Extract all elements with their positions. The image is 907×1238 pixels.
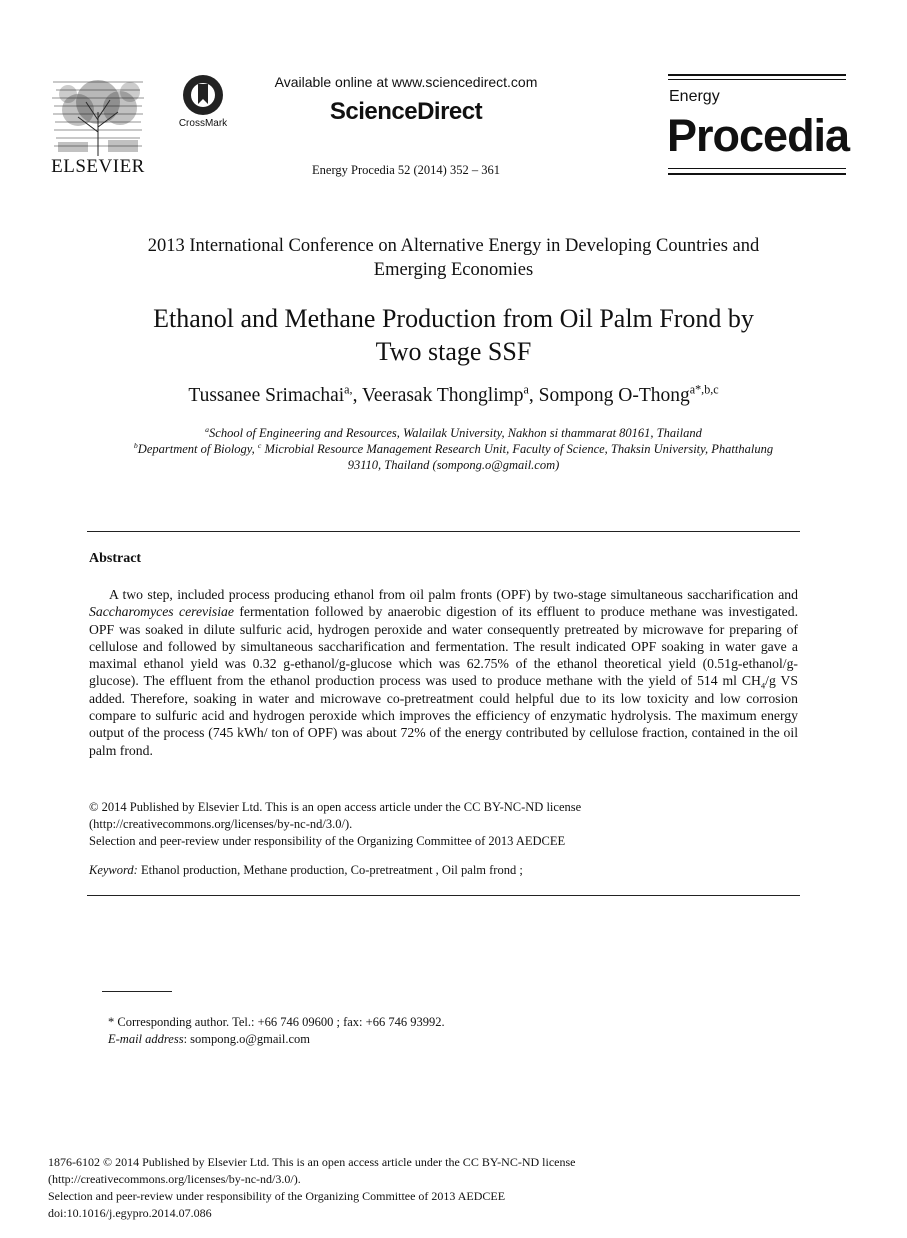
- title-line-2: Two stage SSF: [375, 337, 532, 366]
- sciencedirect-logo[interactable]: ScienceDirect: [329, 98, 483, 125]
- journal-citation: Energy Procedia 52 (2014) 352 – 361: [312, 163, 500, 177]
- affiliations: [60, 425, 847, 473]
- keywords-label: Keyword:: [89, 863, 138, 877]
- journal-name-big: Procedia: [667, 110, 850, 161]
- conference-line-2: Emerging Economies: [373, 260, 534, 280]
- conference-line-1: 2013 International Conference on Alternative Energy in Developing Countries and: [147, 236, 760, 256]
- footer-license-line: 1876-6102 © 2014 Published by Elsevier Ltd. This is an open access article under the CC BY-NC-ND license: [48, 1155, 576, 1169]
- journal-name-small: Energy: [669, 88, 720, 105]
- abstract-body: A two step, included process producing ethanol from oil palm fronts (OPF) by two-stage simultaneous saccharification and Saccharomyces cerevisiae fermentation followed by anaerobic digestion of its effluent to produce methane was investigated. OPF was soaked in dilute sulfuric acid, hydrogen peroxide and water consequently pretreated by microwave for preparing of cellulose and followed by simultaneous saccharification and fermentation. The result indicated OPF soaking in water gave a maximal ethanol yield was 0.32 g-ethanol/g-glucose which was 62.75% of the ethanol theoretical yield (0.51g-ethanol/g-glucose). The effluent from the ethanol production process was used to produce methane with the yield of 514 ml $CH_4/g$ VS added. Therefore, soaking in water and microwave co-pretreatment could helpful due to its low toxicity and low corrosion compare to sulfuric acid and hydrogen peroxide which improves the efficiency of enzymatic hydrolysis. The maximum energy output of the process (745 kWh/ ton of OPF) was about 72% of the energy contributed by cellulose fraction, contained in the oil palm frond.: [89, 587, 798, 758]
- affiliation-b-c: $^b$Department of Biology, $^c$ Microbial Resource Management Research Unit, Faculty of Science, Thaksin University, Phatthalung: [133, 440, 774, 456]
- paper-title: [60, 302, 847, 368]
- crossmark-label: CrossMark: [178, 118, 228, 129]
- affiliation-address: 93110, Thailand (sompong.o@gmail.com): [347, 458, 560, 472]
- journal-logo-top-rule: [668, 74, 846, 76]
- affiliation-a: $^a$School of Engineering and Resources, Walailak University, Nakhon si thammarat 80161, Thailand: [205, 424, 702, 440]
- title-line-1: Ethanol and Methane Production from Oil Palm Frond by: [153, 304, 754, 333]
- author[interactable]: Tussanee Srimachai$^{a,}$: [188, 382, 353, 406]
- license-link[interactable]: http://creativecommons.org/licenses/by-nc-nd/3.0/: [93, 817, 345, 831]
- email-line: E-mail address: sompong.o@gmail.com: [108, 1032, 311, 1046]
- author[interactable]: Sompong O-Thong$^{a*,b,c}$: [538, 382, 719, 406]
- crossmark-logo[interactable]: [172, 74, 234, 134]
- conference-name: [60, 234, 847, 282]
- abstract-bottom-divider: [87, 895, 800, 896]
- footer-doi[interactable]: doi:10.1016/j.egypro.2014.07.086: [48, 1206, 212, 1220]
- footnote: [108, 1014, 808, 1048]
- journal-logo: [668, 74, 848, 178]
- license-line-1: © 2014 Published by Elsevier Ltd. This is an open access article under the CC BY-NC-ND license: [89, 800, 582, 814]
- elsevier-logo: [48, 72, 148, 182]
- footer-peer-review: Selection and peer-review under responsibility of the Organizing Committee of 2013 AEDCEE: [48, 1189, 506, 1203]
- license-block: [89, 799, 798, 850]
- keywords-text: Ethanol production, Methane production, Co-pretreatment , Oil palm frond ;: [137, 863, 523, 877]
- page-footer: [48, 1154, 868, 1222]
- crossmark-icon: [172, 74, 234, 116]
- footnote-divider: [102, 991, 172, 992]
- available-online: Available online at www.sciencedirect.com: [274, 74, 538, 90]
- license-line-3: Selection and peer-review under responsibility of the Organizing Committee of 2013 AEDCEE: [89, 834, 566, 848]
- email-address[interactable]: : sompong.o@gmail.com: [183, 1032, 311, 1046]
- footer-license-link[interactable]: http://creativecommons.org/licenses/by-nc-nd/3.0/: [52, 1172, 294, 1186]
- abstract-top-divider: [87, 531, 800, 532]
- elsevier-tree-icon: [48, 72, 148, 158]
- corresponding-author: * Corresponding author. Tel.: +66 746 09600 ; fax: +66 746 93992.: [108, 1015, 445, 1029]
- journal-logo-top-rule-thin: [668, 79, 846, 80]
- footer-license-url-line: (http://creativecommons.org/licenses/by-nc-nd/3.0/).: [48, 1172, 301, 1186]
- license-line-2: (http://creativecommons.org/licenses/by-nc-nd/3.0/).: [89, 817, 353, 831]
- author[interactable]: Veerasak Thonglimp$^a$: [361, 382, 529, 406]
- journal-logo-bottom-rule-thin: [668, 168, 846, 169]
- elsevier-wordmark: ELSEVIER: [51, 156, 145, 177]
- journal-logo-bottom-rule: [668, 173, 846, 175]
- author-list: Tussanee Srimachai$^{a,}$, Veerasak Thonglimp$^a$, Sompong O-Thong$^{a*,b,c}$: [188, 382, 719, 406]
- keywords: [89, 863, 798, 878]
- abstract-heading: Abstract: [89, 551, 142, 566]
- species-name: Saccharomyces cerevisiae: [89, 604, 234, 620]
